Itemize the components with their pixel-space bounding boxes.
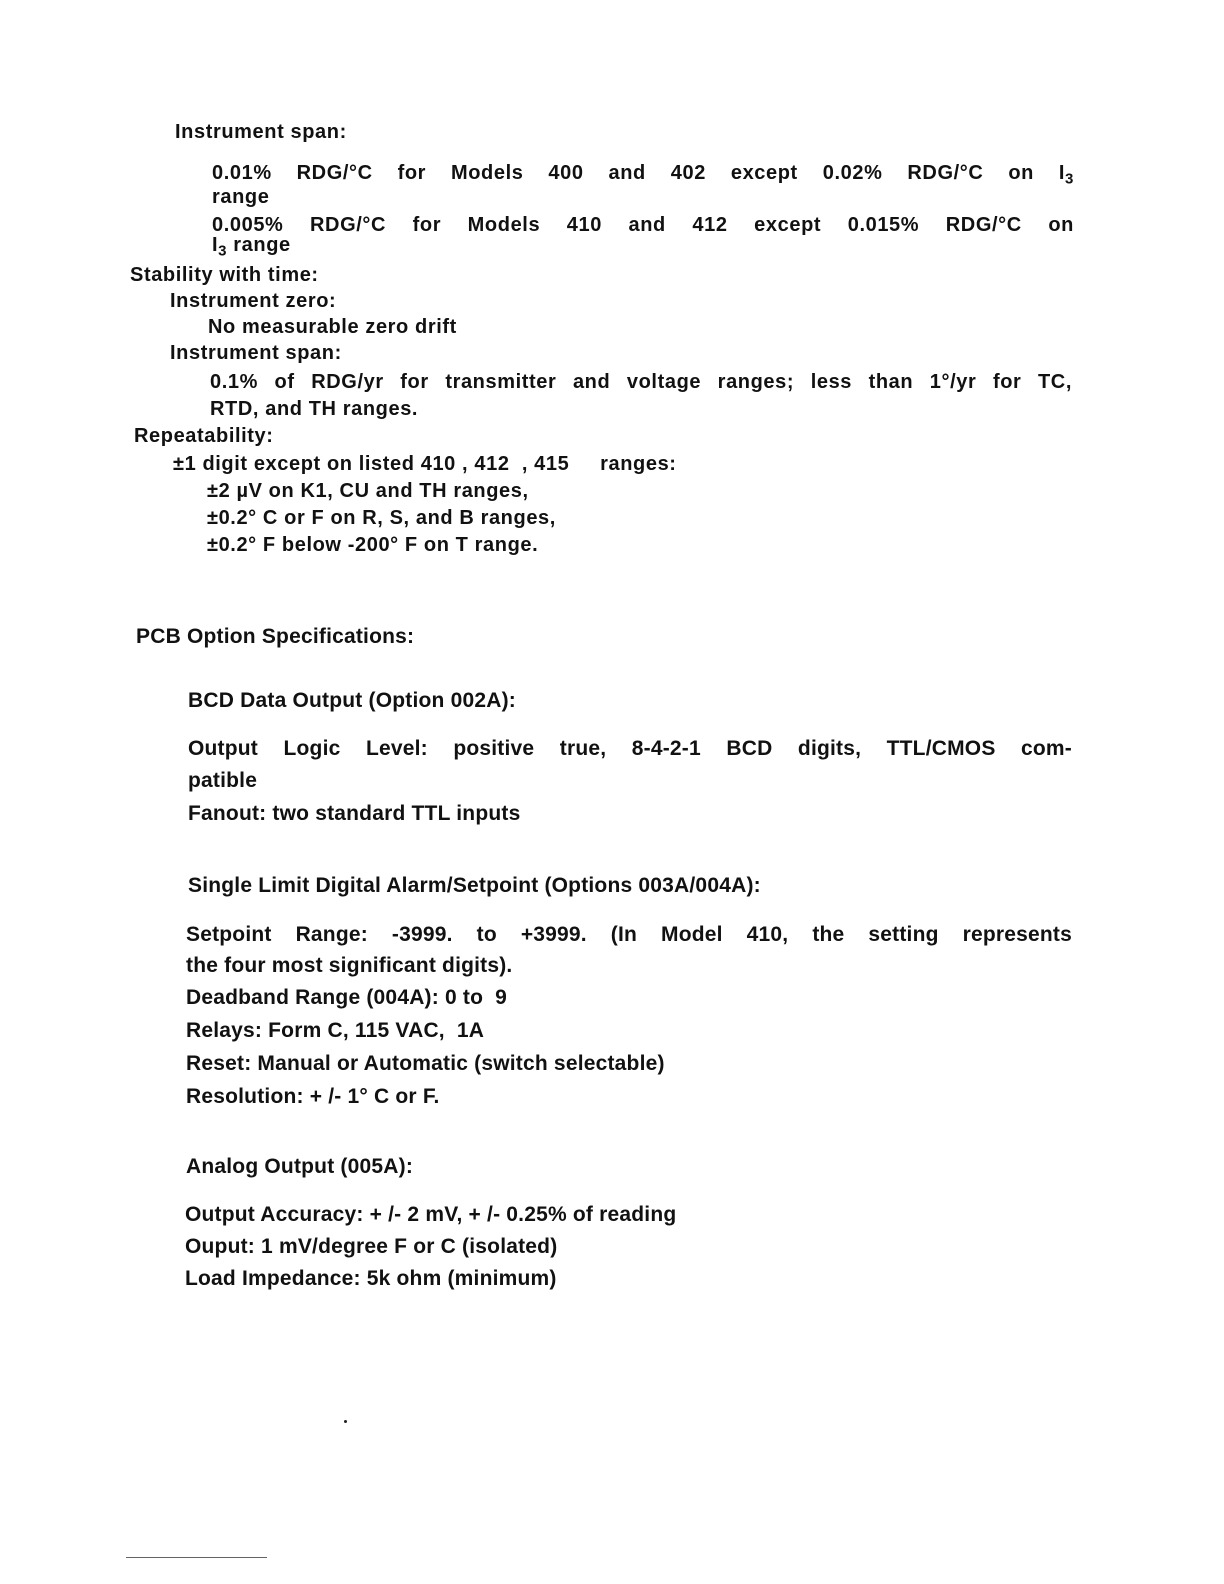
analog-output: Ouput: 1 mV/degree F or C (isolated) — [185, 1235, 558, 1258]
bcd-logic-line — [188, 738, 1072, 759]
bcd-logic-text: Output Logic Level: positive true, 8-4-2-1 BCD digits, TTL/CMOS com- — [188, 737, 1072, 760]
repeatability-item: ±2 µV on K1, CU and TH ranges, — [207, 480, 529, 502]
alarm-heading: Single Limit Digital Alarm/Setpoint (Options 003A/004A): — [188, 874, 761, 897]
span-stability-continuation: RTD, and TH ranges. — [210, 398, 419, 420]
zero-drift-text: No measurable zero drift — [208, 316, 457, 338]
span-spec-text-2: 0.005% RDG/°C for Models 410 and 412 except 0.015% RDG/°C on — [212, 214, 1074, 236]
setpoint-range-line — [186, 924, 1072, 945]
repeatability-item: ±0.2° C or F on R, S, and B ranges, — [207, 507, 556, 529]
scan-speck — [344, 1420, 347, 1423]
deadband-range: Deadband Range (004A): 0 to 9 — [186, 986, 508, 1009]
span-spec-subscript: 3 — [1065, 170, 1074, 188]
span-spec-line-2 — [212, 215, 1074, 235]
reset-spec: Reset: Manual or Automatic (switch selectable) — [186, 1052, 665, 1075]
pcb-options-heading: PCB Option Specifications: — [136, 625, 415, 648]
instrument-span-heading: Instrument span: — [175, 121, 347, 143]
span-spec-text: 0.01% RDG/°C for Models 400 and 402 except 0.02% RDG/°C on I — [212, 162, 1066, 184]
analog-impedance: Load Impedance: 5k ohm (minimum) — [185, 1267, 557, 1290]
span-spec-continuation: range — [212, 186, 270, 208]
repeatability-text: ±1 digit except on listed 410 , 412 , 415 ranges: — [173, 453, 677, 475]
span-spec-continuation-2 — [212, 234, 291, 260]
repeatability-item: ±0.2° F below -200° F on T range. — [207, 534, 539, 556]
span-spec-prefix-2: I — [212, 234, 219, 256]
analog-heading: Analog Output (005A): — [186, 1155, 414, 1178]
bcd-logic-continuation: patible — [188, 769, 258, 792]
repeatability-heading: Repeatability: — [134, 425, 274, 447]
instrument-span-heading-2: Instrument span: — [170, 342, 342, 364]
span-spec-range-2: range — [227, 234, 291, 256]
setpoint-range-continuation: the four most significant digits). — [186, 954, 513, 977]
stability-heading: Stability with time: — [130, 264, 319, 286]
bcd-fanout: Fanout: two standard TTL inputs — [188, 802, 521, 825]
span-spec-subscript-2: 3 — [218, 242, 228, 260]
resolution-spec: Resolution: + /- 1° C or F. — [186, 1085, 440, 1108]
setpoint-range-text: Setpoint Range: -3999. to +3999. (In Model 410, the setting represents — [186, 923, 1072, 946]
analog-accuracy: Output Accuracy: + /- 2 mV, + /- 0.25% of reading — [185, 1203, 677, 1226]
span-stability-text: 0.1% of RDG/yr for transmitter and voltage ranges; less than 1°/yr for TC, — [210, 371, 1072, 393]
bcd-heading: BCD Data Output (Option 002A): — [188, 689, 516, 712]
span-stability-line — [210, 372, 1072, 392]
footnote-rule — [126, 1557, 267, 1558]
relays-spec: Relays: Form C, 115 VAC, 1A — [186, 1019, 485, 1042]
instrument-zero-heading: Instrument zero: — [170, 290, 337, 312]
span-spec-line — [212, 162, 1074, 188]
